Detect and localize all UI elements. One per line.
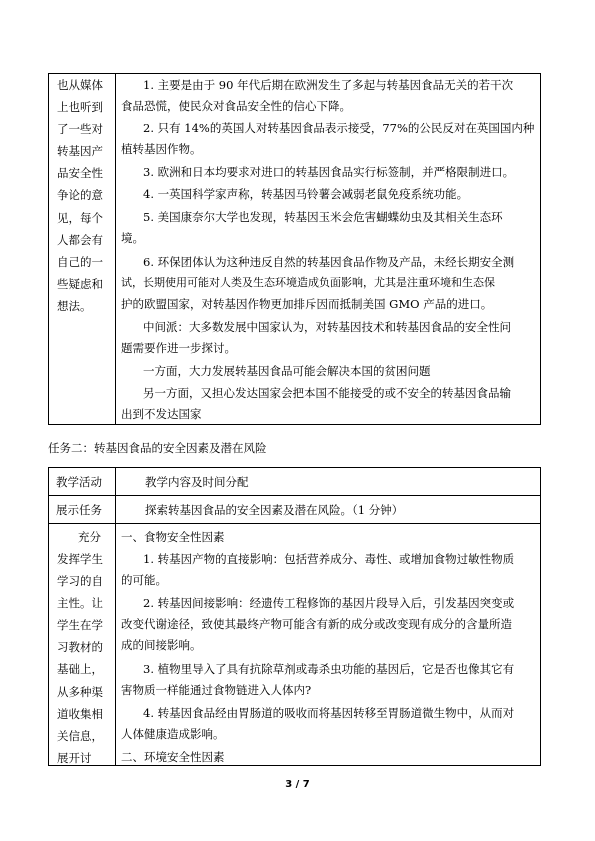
content-line: 3. 欧洲和日本均要求对进口的转基因食品实行标签制，并严格限制进口。: [143, 165, 515, 179]
content-line: 护的欧盟国家，对转基因作物更加排斥因而抵制美国 GMO 产品的进口。: [121, 297, 493, 311]
task2-title: 任务二：转基因食品的安全因素及潜在风险: [48, 441, 267, 455]
header-content: 教学内容及时间分配: [145, 475, 249, 489]
content-line: 5. 美国康奈尔大学也发现，转基因玉米会危害蝴蝶幼虫及其相关生态环: [143, 210, 503, 224]
left-cell-line: 些疑虑和: [57, 277, 103, 291]
content-line: 试，长期使用可能对人类及生态环境造成负面影响，尤其是注重环境和生态保: [121, 276, 495, 289]
content-line: 中间派：大多数发展中国家认为，对转基因技术和转基因食品的安全性问: [143, 320, 511, 334]
left-cell-line: 学习的自: [57, 574, 103, 588]
content-line: 人体健康造成影响。: [121, 727, 225, 741]
left-cell-line: 主性。让: [57, 596, 103, 610]
left-cell-line: 见，每个: [57, 211, 103, 225]
left-cell-line: 人都会有: [57, 233, 103, 247]
content-line: 境。: [121, 231, 144, 245]
left-cell-line: 转基因产: [57, 144, 103, 158]
left-cell-line: 了一些对: [57, 122, 103, 136]
content-line: 的可能。: [121, 573, 167, 587]
row-divider: [49, 523, 540, 524]
content-line: 一方面，大力发展转基因食品可能会解决本国的贫困问题: [143, 364, 431, 378]
content-line: 1. 转基因产物的直接影响：包括营养成分、毒性、或增加食物过敏性物质: [143, 552, 515, 566]
content-line: 一、食物安全性因素: [121, 530, 225, 544]
row-task-content: 探索转基因食品的安全因素及潜在风险。（1 分钟）: [145, 503, 404, 517]
left-cell-line: 上也听到: [57, 100, 103, 114]
content-line: 出到不发达国家: [121, 407, 202, 421]
task2-table: [48, 467, 541, 766]
left-cell-line: 学生在学: [57, 618, 103, 632]
left-cell-line: 基础上，: [57, 662, 103, 676]
content-line: 题需要作进一步探讨。: [121, 341, 236, 355]
left-cell-line: 习教材的: [57, 640, 103, 654]
left-cell-line: 品安全性: [57, 166, 103, 180]
left-cell-line: 从多种渠: [57, 685, 103, 699]
content-line: 食品恐慌，使民众对食品安全性的信心下降。: [121, 99, 351, 113]
left-cell-line: 展开讨: [57, 751, 92, 765]
left-cell-line: 道收集相: [57, 707, 103, 721]
content-line: 4. 一英国科学家声称，转基因马铃薯会减弱老鼠免疫系统功能。: [143, 187, 469, 201]
content-line: 植转基因作物。: [121, 142, 202, 156]
left-cell-line: 自己的一: [57, 255, 103, 269]
content-line: 二、环境安全性因素: [121, 750, 225, 764]
content-line: 害物质一样能通过食物链进入人体内?: [121, 683, 312, 697]
content-line: 2. 转基因间接影响：经遗传工程修饰的基因片段导入后，引发基因突变或: [143, 596, 515, 610]
content-line: 另一方面，又担心发达国家会把本国不能接受的或不安全的转基因食品输: [143, 386, 511, 400]
content-line: 2. 只有 14%的英国人对转基因食品表示接受，77%的公民反对在英国国内种: [143, 121, 535, 135]
left-cell-line: 发挥学生: [57, 552, 103, 566]
content-line: 1. 主要是由于 90 年代后期在欧洲发生了多起与转基因食品无关的若干次: [143, 78, 514, 92]
page-number: 3 / 7: [285, 779, 310, 790]
content-line: 成的间接影响。: [121, 638, 202, 652]
content-line: 3. 植物里导入了具有抗除草剂或毒杀虫功能的基因后，它是否也像其它有: [143, 662, 515, 676]
left-cell-line: 关信息，: [57, 729, 103, 743]
left-cell-line: 充分: [78, 530, 101, 544]
attitudes-table: [48, 73, 541, 425]
row-task-label: 展示任务: [56, 503, 102, 517]
row-divider: [49, 495, 540, 496]
left-cell-line: 想法。: [57, 299, 92, 313]
header-activity: 教学活动: [56, 475, 102, 489]
left-cell-line: 也从媒体: [57, 78, 103, 92]
content-line: 4. 转基因食品经由胃肠道的吸收而将基因转移至胃肠道微生物中，从而对: [143, 706, 515, 720]
left-cell-line: 争论的意: [57, 188, 103, 202]
content-line: 6. 环保团体认为这种违反自然的转基因食品作物及产品，未经长期安全测: [143, 255, 515, 269]
content-line: 改变代谢途径，致使其最终产物可能含有新的成分或改变现有成分的含量所造: [121, 617, 512, 631]
